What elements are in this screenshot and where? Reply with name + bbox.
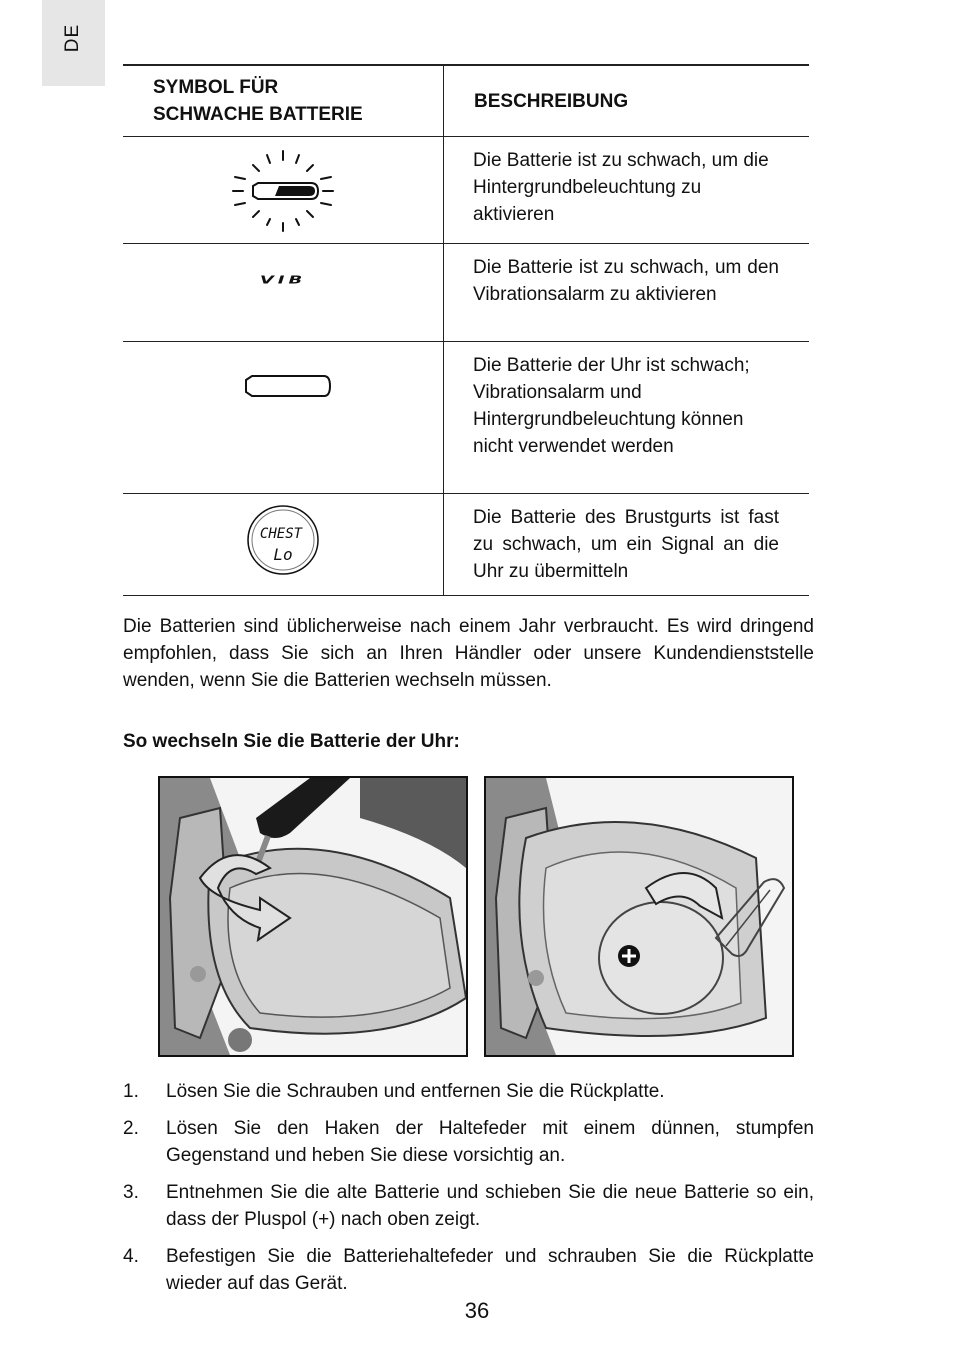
battery-empty-icon [228, 366, 338, 406]
svg-text:Lo: Lo [273, 545, 293, 564]
description-cell [444, 342, 810, 494]
description-cell [444, 494, 810, 596]
table-row [123, 137, 809, 244]
list-item [123, 1179, 814, 1233]
symbol-cell [123, 494, 444, 596]
row-description: Die Batterie der Uhr ist schwach; Vibrationsalarm und Hintergrundbeleuchtung können nicht verwendet werden [473, 355, 750, 457]
step-text: Befestigen Sie die Batteriehaltefeder und schrauben Sie die Rückplatte wieder auf das Gerät. [166, 1246, 814, 1294]
header-symbol-line2: SCHWACHE BATTERIE [153, 104, 363, 125]
table-row [123, 494, 809, 596]
svg-text:VIB: VIB [259, 273, 307, 287]
instruction-steps [123, 1078, 814, 1307]
step-number: 3. [123, 1182, 139, 1203]
list-item [123, 1243, 814, 1297]
list-item [123, 1078, 814, 1105]
symbol-cell [123, 137, 444, 244]
step-number: 1. [123, 1081, 139, 1102]
description-cell [444, 244, 810, 342]
table-row [123, 342, 809, 494]
section-subheading: So wechseln Sie die Batterie der Uhr: [123, 731, 460, 752]
symbol-cell [123, 342, 444, 494]
header-symbol [123, 65, 444, 137]
battery-symbol-table [123, 64, 809, 596]
header-symbol-line1: SYMBOL FÜR [153, 77, 279, 98]
chest-lo-display-icon [243, 502, 323, 578]
step-number: 2. [123, 1118, 139, 1139]
step-text: Lösen Sie den Haken der Haltefeder mit einem dünnen, stumpfen Gegenstand und heben Sie diese vorsichtig an. [166, 1118, 814, 1166]
header-description: BESCHREIBUNG [444, 65, 810, 137]
table-row [123, 244, 809, 342]
list-item [123, 1115, 814, 1169]
row-description: Die Batterie ist zu schwach, um die Hintergrundbeleuchtung zu aktivieren [473, 150, 769, 225]
svg-text:CHEST: CHEST [259, 526, 303, 542]
row-description: Die Batterie des Brustgurts ist fast zu schwach, um ein Signal an die Uhr zu übermitteln [473, 507, 779, 582]
intro-paragraph: Die Batterien sind üblicherweise nach einem Jahr verbraucht. Es wird dringend empfohlen, dass Sie sich an Ihren Händler oder unsere Kundendienststelle wenden, wenn Sie die Batterien wechseln müssen. [123, 616, 814, 691]
battery-blinking-icon [223, 143, 343, 235]
step-text: Lösen Sie die Schrauben und entfernen Sie die Rückplatte. [166, 1081, 665, 1102]
vib-icon [228, 260, 338, 310]
figure-replace-battery [484, 776, 794, 1057]
table-header-row [123, 65, 809, 137]
step-number: 4. [123, 1246, 139, 1267]
description-cell [444, 137, 810, 244]
figure-remove-backplate [158, 776, 468, 1057]
step-text: Entnehmen Sie die alte Batterie und schieben Sie die neue Batterie so ein, dass der Pluspol (+) nach oben zeigt. [166, 1182, 814, 1230]
language-tab-label: DE [62, 23, 83, 53]
symbol-cell [123, 244, 444, 342]
page-number: 36 [464, 1298, 490, 1323]
watch-battery-clip-illustration [486, 778, 792, 1055]
watch-screwdriver-illustration [160, 778, 466, 1055]
row-description: Die Batterie ist zu schwach, um den Vibrationsalarm zu aktivieren [473, 257, 779, 305]
language-tab [42, 0, 105, 86]
